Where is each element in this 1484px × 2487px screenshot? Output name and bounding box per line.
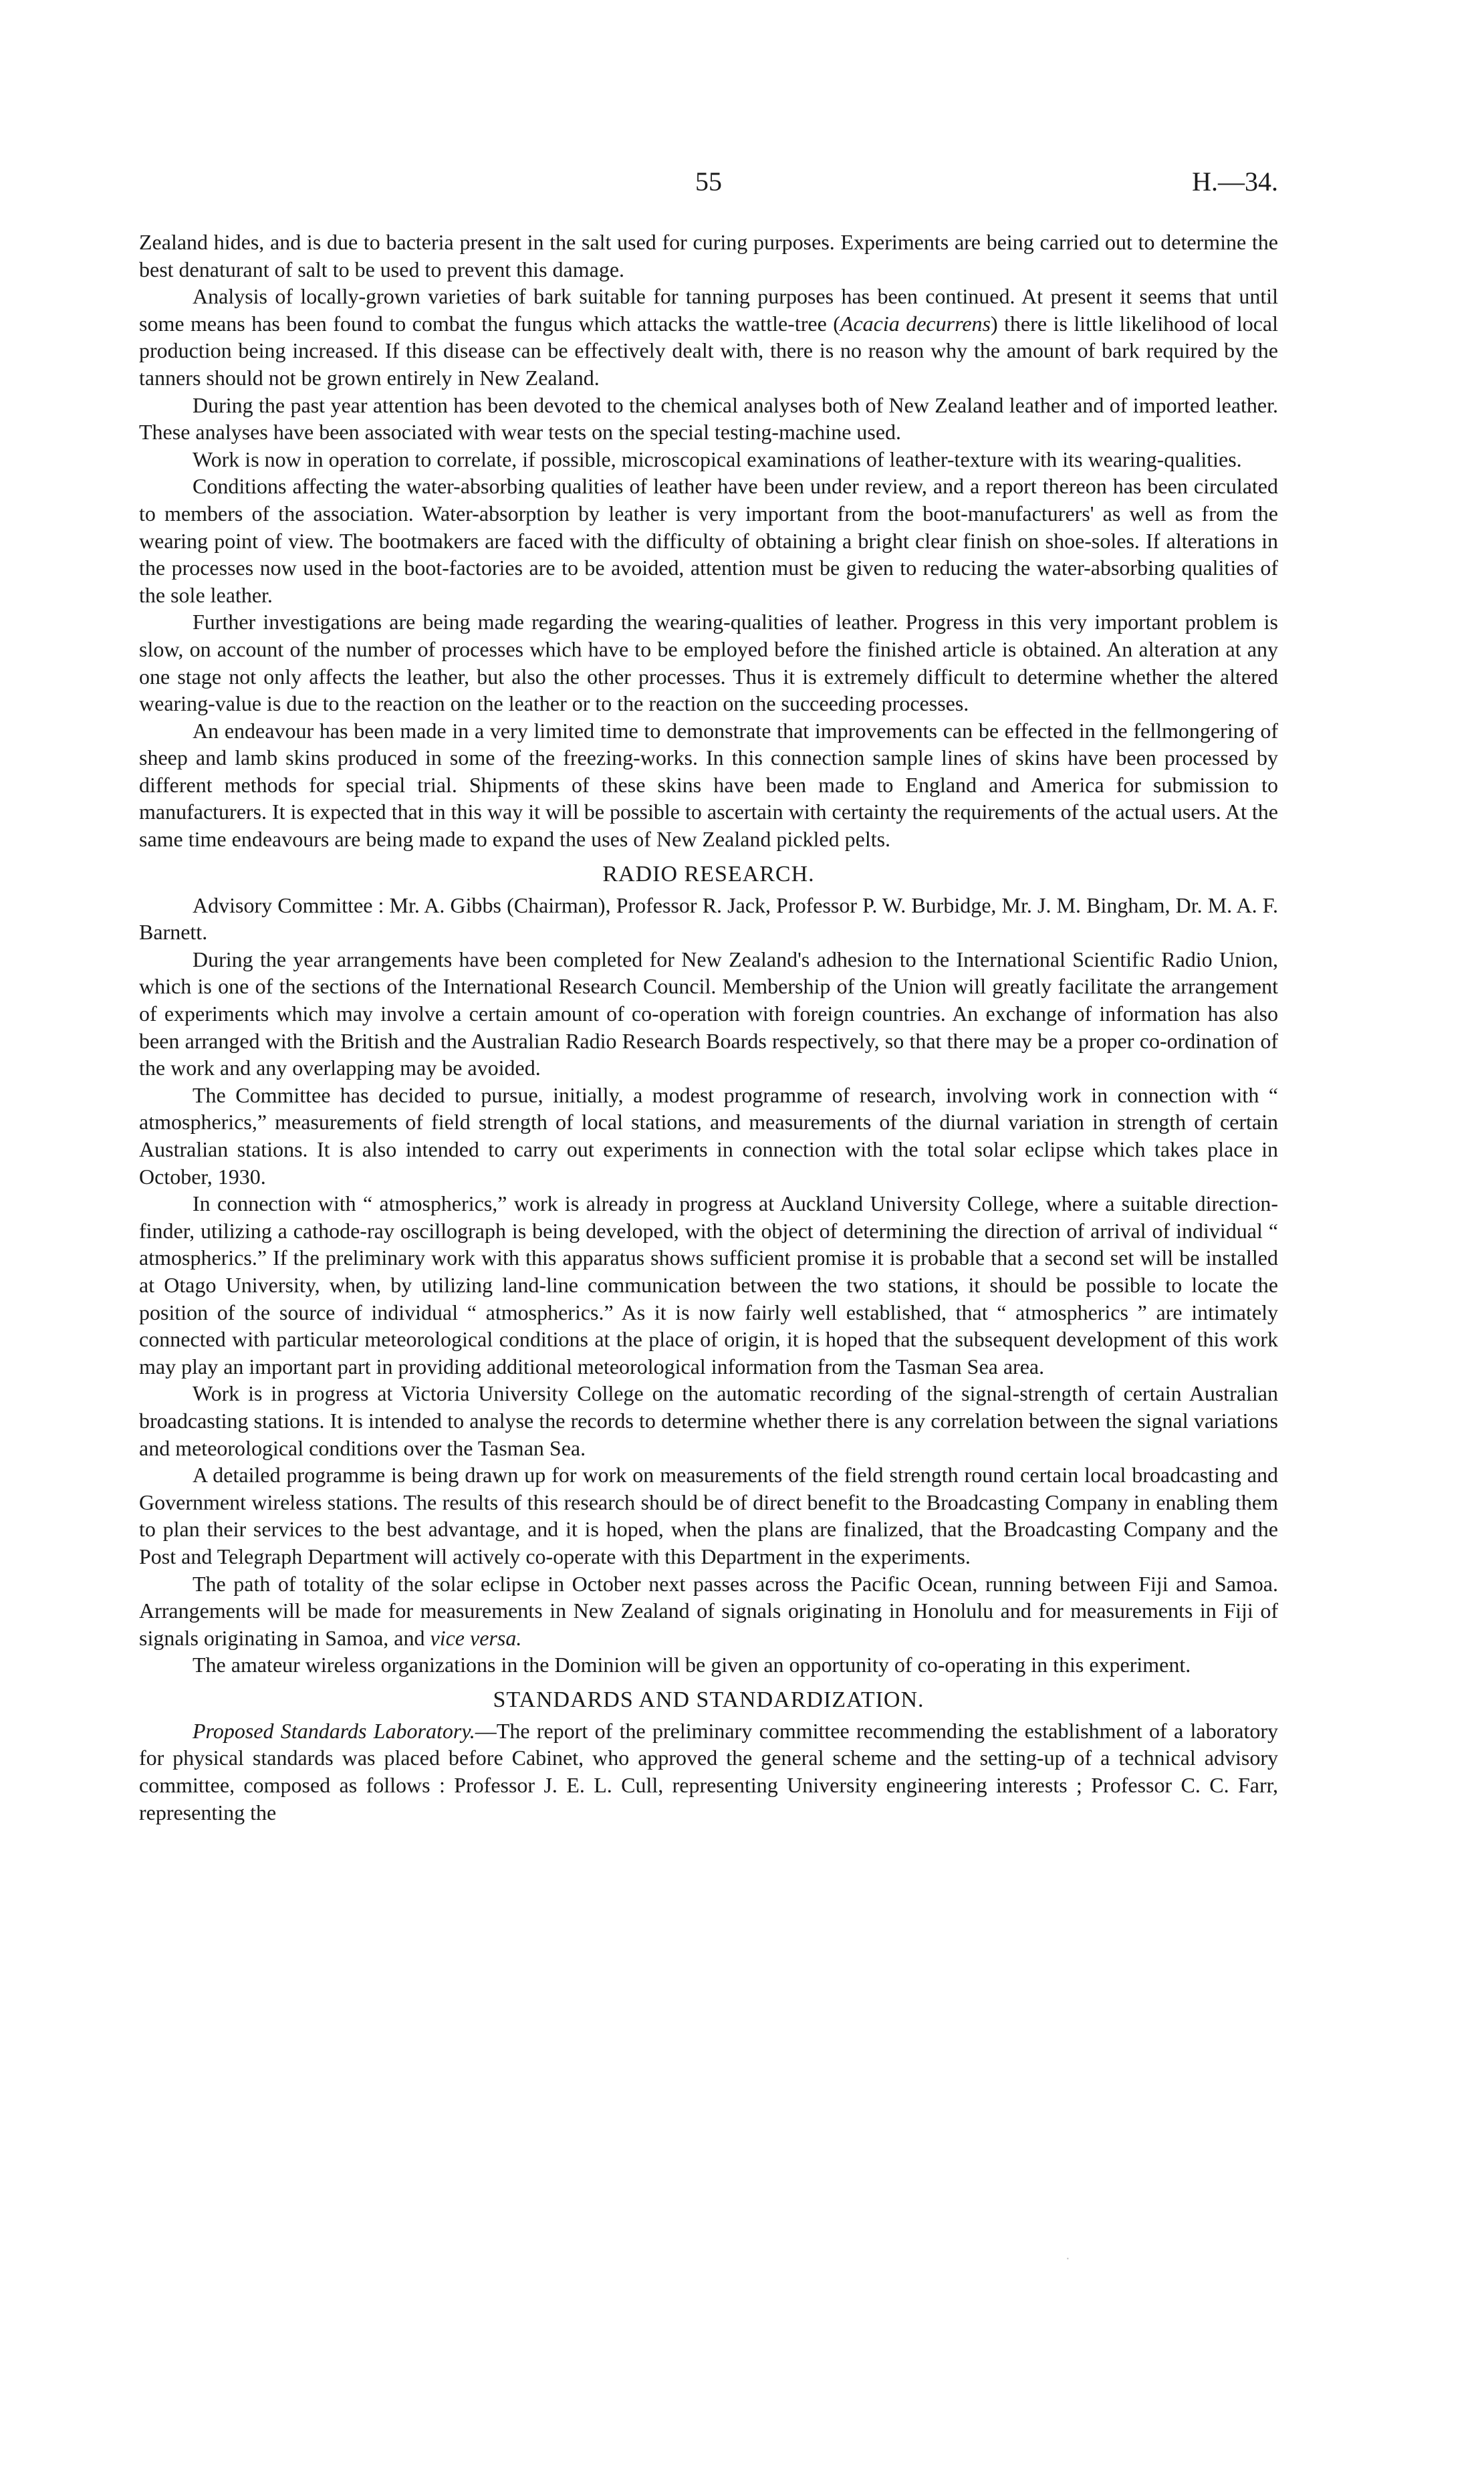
page-body xyxy=(139,229,1278,1826)
radio-paragraph-7 xyxy=(139,1570,1278,1652)
page-number: 55 xyxy=(695,166,722,197)
standards-laboratory-run-in-heading: Proposed Standards Laboratory. xyxy=(193,1718,475,1743)
radio-paragraph-2: During the year arrangements have been completed for New Zealand's adhesion to the International Scientific Radio Union, which is one of the sections of the International Research Council. Membership of the Union will greatly facilitate the arrangement of experiments which may involve a certain amount of co-operation with foreign countries. An exchange of information has also been arranged with the British and the Australian Radio Research Boards respectively, so that there may be a proper co-ordination of the work and any overlapping may be avoided. xyxy=(139,947,1278,1080)
vice-versa-italic: vice versa. xyxy=(430,1625,522,1650)
leather-paragraph-7: An endeavour has been made in a very limited time to demonstrate that improvements can be effected in the fellmongering of sheep and lamb skins produced in some of the freezing-works. In this connection sample lines of skins have been processed by different methods for special trial. Shipments of these skins have been made to England and America for submission to manufacturers. It is expected that in this way it will be possible to ascertain with certainty the requirements of the actual users. At the same time endeavours are being made to expand the uses of New Zealand pickled pelts. xyxy=(139,718,1278,852)
radio-paragraph-6: A detailed programme is being drawn up for work on measurements of the field strength round certain local broadcasting and Government wireless stations. The results of this research should be of direct benefit to the Broadcasting Company in enabling them to plan their services to the best advantage, and it is hoped, when the plans are finalized, that the Broadcasting Company and the Post and Telegraph Department will actively co-operate with this Department in the experiments. xyxy=(139,1463,1278,1568)
page-header xyxy=(139,166,1278,206)
radio-paragraph-7-text: The path of totality of the solar eclipse in October next passes across the Pacific Ocean, running between Fiji and Samoa. Arrangements will be made for measurements in New Zealand of signals originating in Honolulu and for measurements in Fiji of signals originating in Samoa, and xyxy=(139,1571,1278,1650)
radio-paragraph-8: The amateur wireless organizations in the Dominion will be given an opportunity of co-operating in this experiment. xyxy=(193,1653,1191,1677)
radio-paragraph-1: Advisory Committee : Mr. A. Gibbs (Chairman), Professor R. Jack, Professor P. W. Burbidge, Mr. J. M. Bingham, Dr. M. A. F. Barnett. xyxy=(139,893,1278,945)
radio-paragraph-5: Work is in progress at Victoria University College on the automatic recording of the signal-strength of certain Australian broadcasting stations. It is intended to analyse the records to determine whether there is any correlation between the signal variations and meteorological conditions over the Tasman Sea. xyxy=(139,1381,1278,1460)
radio-paragraph-4: In connection with “ atmospherics,” work is already in progress at Auckland University College, where a suitable direction-finder, utilizing a cathode-ray oscillograph is being developed, with the object of determining the direction of arrival of individual “ atmospherics.” If the preliminary work with this apparatus shows sufficient promise it is probable that a second set will be installed at Otago University, when, by utilizing land-line communication between the two stations, it should be possible to locate the position of the source of individual “ atmospherics.” As it is now fairly well established, that “ atmospherics ” are intimately connected with particular meteorological conditions at the place of origin, it is hoped that the subsequent development of this work may play an important part in providing additional meteorological information from the Tasman Sea area. xyxy=(139,1191,1278,1379)
radio-research-heading: RADIO RESEARCH. xyxy=(602,861,815,886)
scan-speck: · xyxy=(1066,2252,1070,2266)
radio-paragraph-3: The Committee has decided to pursue, initially, a modest programme of research, involving work in connection with “ atmospherics,” measurements of field strength of local stations, and measurements of the diurnal variation in strength of certain Australian stations. It is also intended to carry out experiments in connection with the total solar eclipse which takes place in October, 1930. xyxy=(139,1082,1278,1189)
leather-paragraph-2 xyxy=(139,283,1278,391)
species-name: Acacia decurrens xyxy=(840,311,991,336)
leather-paragraph-5: Conditions affecting the water-absorbing qualities of leather have been under review, and a report thereon has been circulated to members of the association. Water-absorption by leather is very important from the boot-manufacturers' as well as from the wearing point of view. The bootmakers are faced with the difficulty of obtaining a bright clear finish on shoe-soles. If alterations in the processes now used in the boot-factories are to be avoided, attention must be given to reducing the water-absorbing qualities of the sole leather. xyxy=(139,474,1278,607)
leather-paragraph-2-text-a: Analysis of locally-grown varieties of bark suitable for tanning purposes has been continued. At present it seems that until some means has been found to combat the fungus which attacks the wattle-tree ( xyxy=(139,284,1278,336)
standards-paragraph-1 xyxy=(139,1718,1278,1826)
leather-paragraph-3: During the past year attention has been devoted to the chemical analyses both of New Zealand leather and of imported leather. These analyses have been associated with wear tests on the special testing-machine used. xyxy=(139,392,1278,445)
leather-paragraph-4: Work is now in operation to correlate, if possible, microscopical examinations of leather-texture with its wearing-qualities. xyxy=(193,447,1242,471)
leather-paragraph-1: Zealand hides, and is due to bacteria present in the salt used for curing purposes. Experiments are being carried out to determine the best denaturant of salt to be used to prevent this damage. xyxy=(139,230,1278,281)
standards-paragraph-1-text: —The report of the preliminary committee recommending the establishment of a laboratory for physical standards was placed before Cabinet, who approved the general scheme and the setting-up of a technical advisory committee, composed as follows : Professor J. E. L. Cull, representing University engineering interests ; Professor C. C. Farr, representing the xyxy=(139,1718,1279,1824)
document-reference: H.—34. xyxy=(1192,166,1278,197)
leather-paragraph-2-text-b: ) there is little likelihood of local production being increased. If this disease can be effectively dealt with, there is no reason why the amount of bark required by the tanners should not be grown entirely in New Zealand. xyxy=(139,311,1279,390)
standards-heading: STANDARDS AND STANDARDIZATION. xyxy=(493,1687,924,1712)
leather-paragraph-6: Further investigations are being made regarding the wearing-qualities of leather. Progress in this very important problem is slow, on account of the number of processes which have to be employed before the finished article is obtained. An alteration at any one stage not only affects the leather, but also the other processes. Thus it is extremely difficult to determine whether the altered wearing-value is due to the reaction on the leather or to the reaction on the succeeding processes. xyxy=(139,610,1278,716)
